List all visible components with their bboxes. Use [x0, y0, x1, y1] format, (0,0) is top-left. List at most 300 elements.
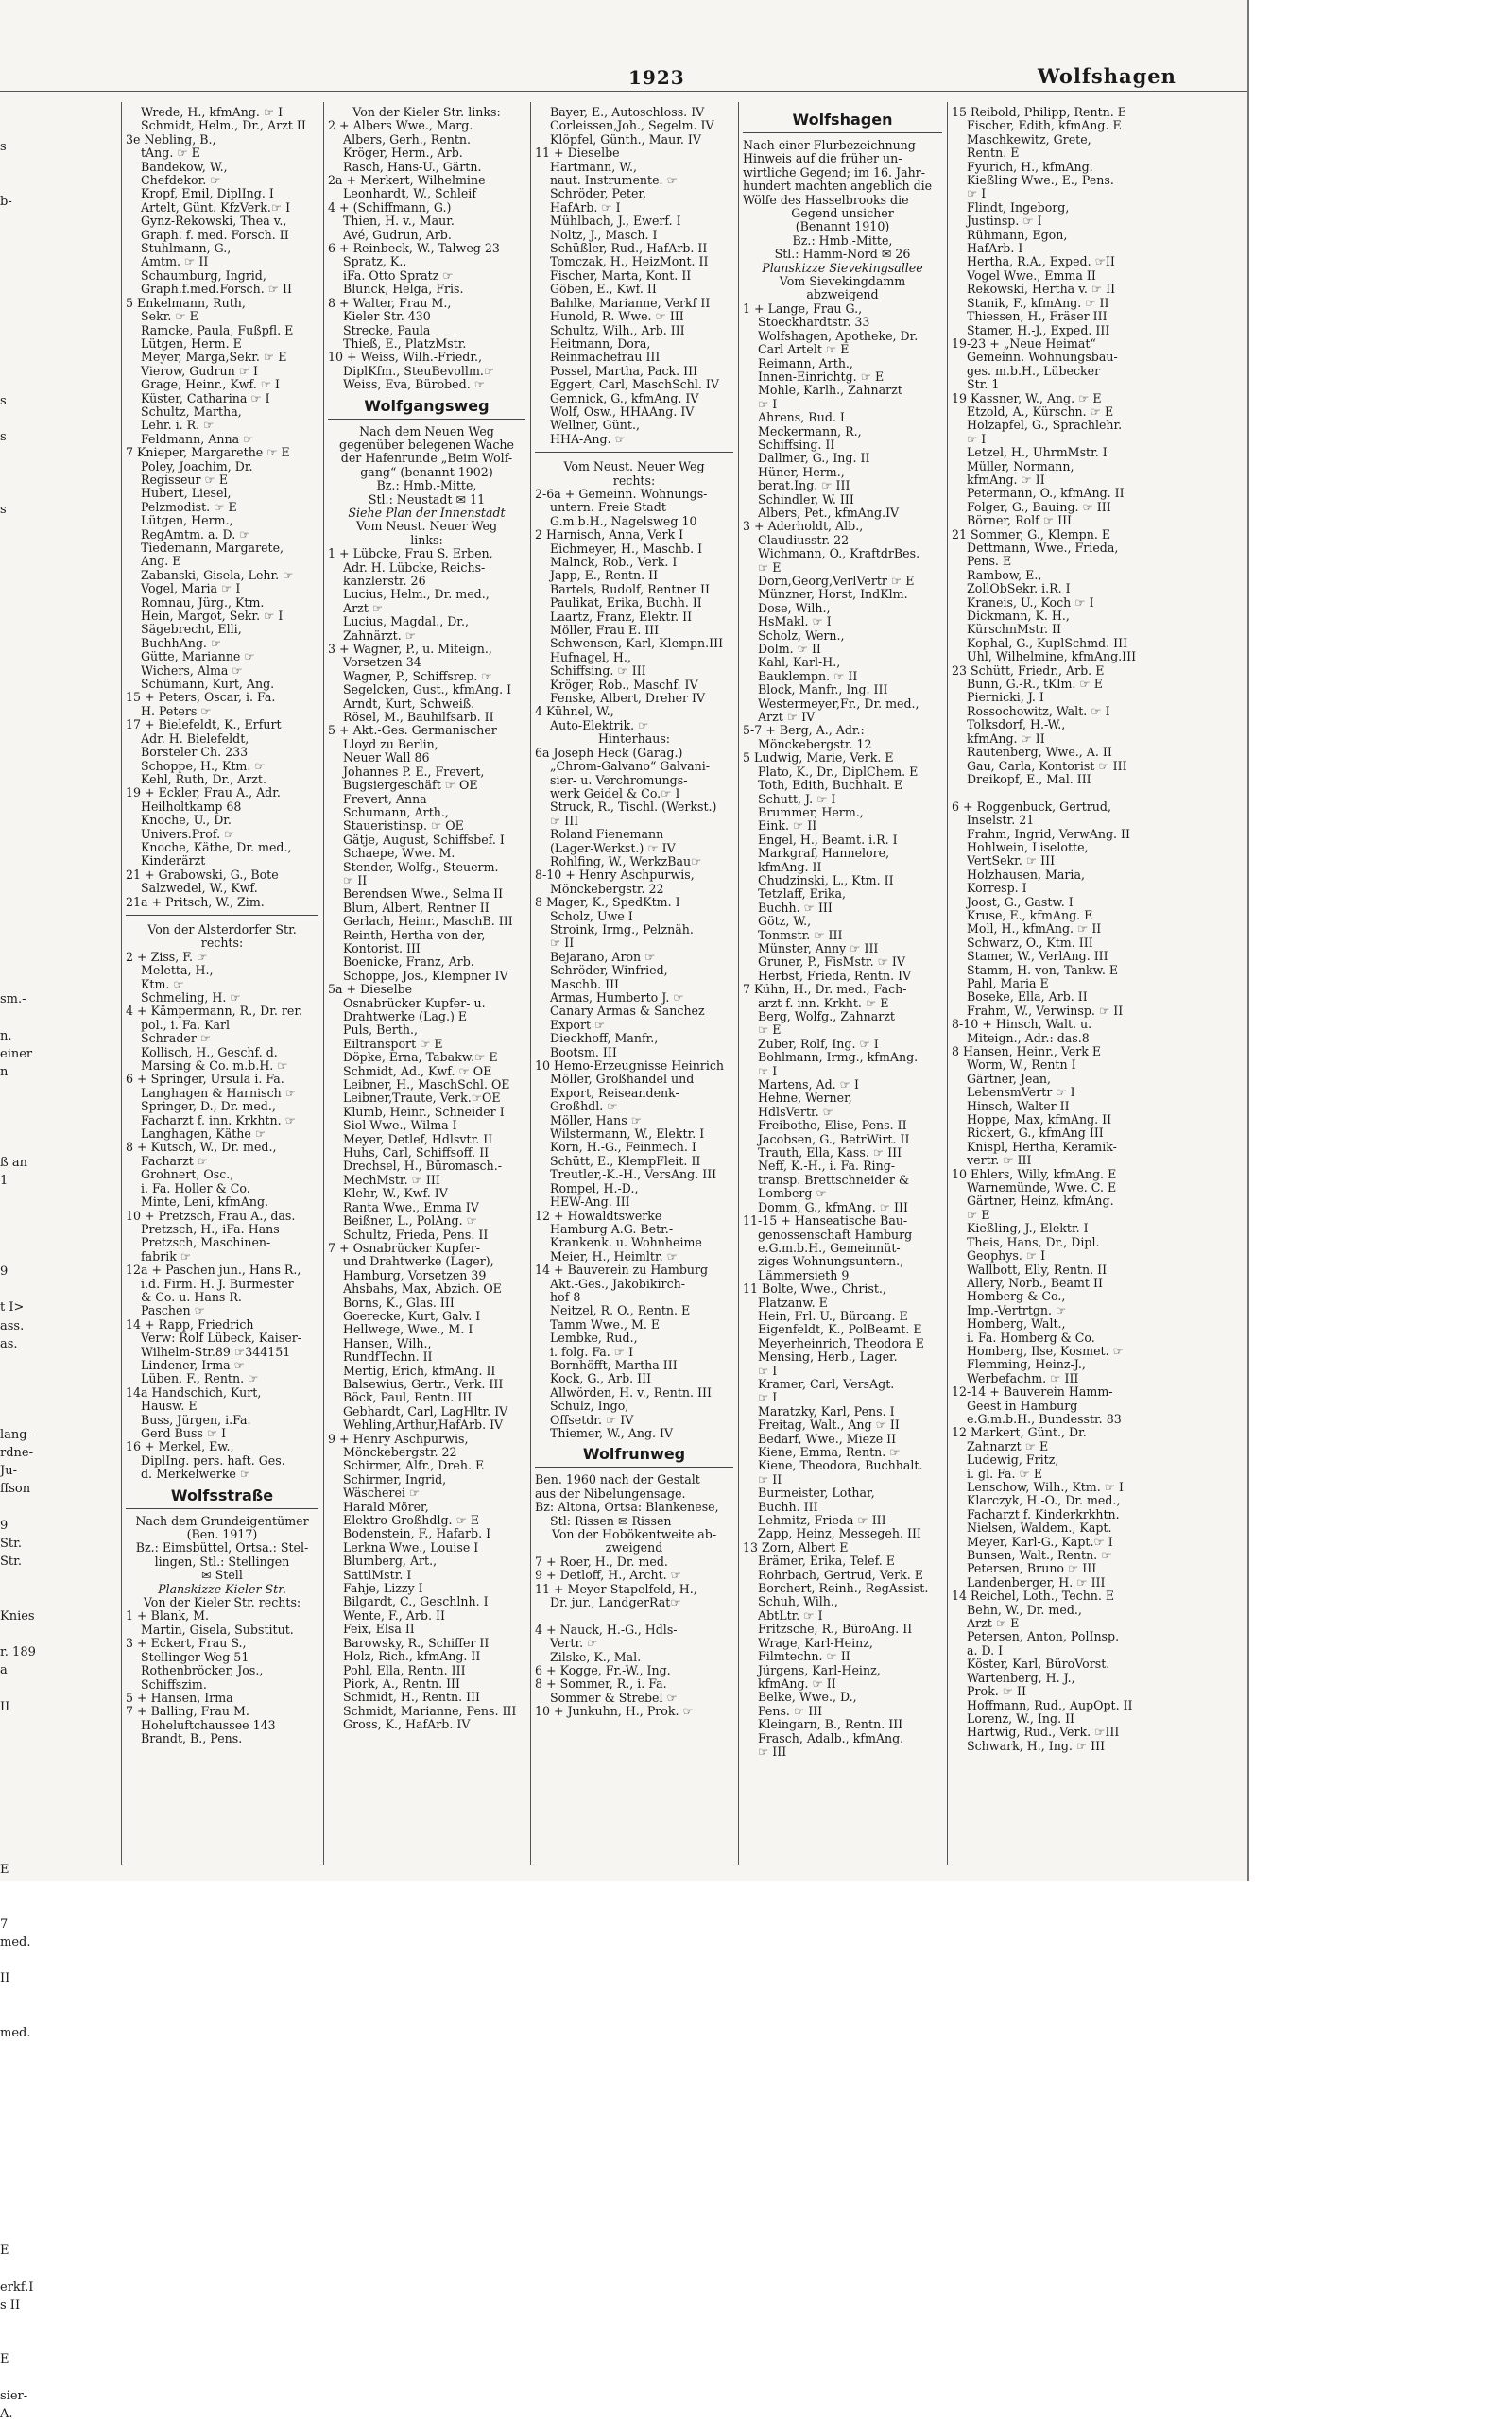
directory-entry-line: Kröger, Herm., Arb. — [343, 146, 463, 161]
directory-entry-line: VertSekr. ☞ III — [967, 853, 1056, 868]
directory-entry-line: Jacobsen, G., BetrWirt. II — [758, 1131, 910, 1146]
directory-entry-line: Homberg, Ilse, Kosmet. ☞ — [967, 1343, 1124, 1358]
edge-text-line: E — [0, 1863, 9, 1878]
directory-entry-line: Schwark, H., Ing. ☞ III — [967, 1738, 1106, 1753]
directory-entry-line: Mönckebergstr. 22 — [343, 1445, 457, 1459]
edge-text-line — [0, 2332, 113, 2350]
directory-entry-line: 15 Reibold, Philipp, Rentn. E — [952, 105, 1126, 119]
directory-entry-line: RegAmtm. a. D. ☞ — [141, 526, 250, 541]
directory-entry-line: Rohlfing, W., WerkzBau☞ — [550, 853, 702, 868]
directory-entry-line: (Benannt 1910) — [795, 219, 890, 234]
directory-entry-line: Schulz, Ingo, — [550, 1399, 629, 1414]
directory-entry-line: Akt.-Ges., Jakobikirch- — [550, 1276, 685, 1291]
directory-entry-line: Sekr. ☞ E — [141, 309, 198, 324]
directory-entry-line: 2a + Merkert, Wilhelmine — [328, 173, 486, 188]
edge-text-line: ffson — [0, 1482, 31, 1497]
directory-entry-line: ☞ II — [343, 872, 368, 887]
edge-text-line — [0, 266, 113, 284]
directory-entry-line: Ramcke, Paula, Fußpfl. E — [141, 322, 294, 337]
edge-text-line — [0, 284, 113, 301]
directory-entry-line: Petersen, Anton, PolInsp. — [967, 1629, 1120, 1644]
edge-text-line — [0, 1625, 113, 1643]
directory-entry-line: Berendsen Wwe., Selma II — [343, 886, 504, 902]
directory-entry-line: Hehne, Werner, — [758, 1091, 852, 1106]
directory-entry-line: (Lager-Werkst.) ☞ IV — [550, 840, 676, 855]
directory-entry-line: Kinderärzt — [141, 853, 206, 868]
directory-entry-line: Auto-Elektrik. ☞ — [550, 717, 649, 732]
edge-text-line: rdne- — [0, 1445, 33, 1460]
edge-text-line — [0, 2078, 113, 2096]
directory-entry-line: Gemnick, G., kfmAng. IV — [550, 390, 699, 405]
directory-entry-line: Ahsbahs, Max, Abzich. OE — [343, 1281, 502, 1297]
directory-entry-line: 2 + Ziss, F. ☞ — [126, 949, 208, 964]
directory-entry-line: Flemming, Heinz-J., — [967, 1357, 1086, 1372]
directory-entry-line: Adr. H. Bielefeldt, — [141, 730, 249, 746]
directory-entry-line: Hoheluftchaussee 143 — [141, 1717, 276, 1732]
directory-entry-line: Hamburg, Vorsetzen 39 — [343, 1267, 487, 1282]
directory-entry-line: e.G.m.b.H., Bundesstr. 83 — [967, 1411, 1122, 1426]
edge-text-line — [0, 1752, 113, 1770]
directory-entry-line: Inselstr. 21 — [967, 813, 1035, 828]
directory-entry-line: Bedarf, Wwe., Mieze II — [758, 1431, 897, 1446]
directory-entry-line: Lomberg ☞ — [758, 1186, 827, 1201]
directory-entry-line: Schultz, Frieda, Pens. II — [343, 1227, 489, 1242]
directory-entry-line: Schirmer, Ingrid, — [343, 1471, 447, 1486]
directory-entry-line: ☞ E — [967, 1207, 990, 1222]
directory-entry-line: Hamburg A.G. Betr.- — [550, 1221, 674, 1236]
directory-entry-line: 11 Bolte, Wwe., Christ., — [743, 1281, 886, 1297]
directory-entry-line: Börner, Rolf ☞ III — [967, 513, 1073, 528]
edge-text-line — [0, 646, 113, 664]
directory-entry-line: Möller, Großhandel und — [550, 1072, 695, 1087]
edge-text-line: ß an — [0, 1155, 27, 1170]
directory-entry-line: Wagner, P., Schiffsrep. ☞ — [343, 668, 492, 683]
directory-entry-line: Schmidt, Ad., Kwf. ☞ OE — [343, 1063, 492, 1078]
directory-entry-line: Martens, Ad. ☞ I — [758, 1077, 859, 1092]
directory-entry-line: 8 + Sommer, R., i. Fa. — [535, 1676, 667, 1692]
edge-text-line: 1 — [0, 1174, 9, 1189]
directory-entry-line: Müller, Normann, — [967, 458, 1074, 473]
directory-entry-line: Wilhelm-Str.89 ☞344151 — [141, 1344, 291, 1359]
edge-text-line: 7 — [0, 1916, 9, 1932]
directory-entry-line: Stoeckhardtstr. 33 — [758, 315, 870, 330]
directory-entry-line: Zabanski, Gisela, Lehr. ☞ — [141, 567, 294, 582]
directory-entry-line: Stamm, H. von, Tankw. E — [967, 962, 1119, 977]
street-heading: Wolfgangsweg — [328, 394, 525, 420]
directory-entry-line: Bunn, G.-R., tKlm. ☞ E — [967, 677, 1103, 692]
directory-entry-line: rechts: — [612, 473, 656, 488]
directory-entry-line: Ranta Wwe., Emma IV — [343, 1199, 479, 1214]
edge-text-line: 9 — [0, 1518, 9, 1533]
directory-entry-line: Meyer, Marga,Sekr. ☞ E — [141, 350, 287, 365]
directory-entry-line: gegenüber belegenen Wache — [339, 437, 514, 452]
directory-entry-line: Pens. ☞ III — [758, 1703, 823, 1718]
directory-entry-line: Romnau, Jürg., Ktm. — [141, 594, 265, 610]
directory-entry-line: Köster, Karl, BüroVorst. — [967, 1657, 1110, 1672]
directory-entry-line: ☞ II — [758, 1471, 782, 1486]
directory-entry-line: Gärtner, Heinz, kfmAng. — [967, 1194, 1114, 1209]
directory-entry-line: Reinmachefrau III — [550, 350, 661, 365]
edge-text-line — [0, 900, 113, 918]
directory-entry-line: Schiffsing. II — [758, 437, 835, 452]
directory-entry-line: 21a + Pritsch, W., Zim. — [126, 894, 265, 909]
directory-entry-line: Stuhlmann, G., — [141, 241, 232, 256]
directory-entry-line: Borchert, Reinh., RegAssist. — [758, 1581, 929, 1596]
edge-text-line — [0, 1498, 113, 1516]
directory-entry-line: Thien, H. v., Maur. — [343, 214, 455, 229]
column-rule — [323, 102, 324, 1865]
directory-entry-line: G.m.b.H., Nagelsweg 10 — [550, 513, 697, 528]
edge-text-line — [0, 1571, 113, 1589]
directory-entry-line: HafArb. ☞ I — [550, 199, 621, 215]
directory-entry-line: 4 + Kämpermann, R., Dr. rer. — [126, 1004, 302, 1019]
directory-entry-line: Brandt, B., Pens. — [141, 1731, 243, 1746]
directory-entry-line: 3 + Aderholdt, Alb., — [743, 519, 864, 534]
directory-entry-line: Schirmer, Alfr., Dreh. E — [343, 1458, 485, 1473]
directory-entry-line: lingen, Stl.: Stellingen — [154, 1554, 290, 1569]
directory-entry-line: Korn, H.-G., Feinmech. I — [550, 1140, 696, 1155]
directory-entry-line: Hausw. E — [141, 1399, 198, 1414]
directory-entry-line: Schindler, W. III — [758, 491, 854, 507]
directory-entry-line: Rambow, E., — [967, 567, 1042, 582]
directory-entry-line: Schultz, Wilh., Arb. III — [550, 322, 685, 337]
directory-entry-line: Petersen, Bruno ☞ III — [967, 1561, 1097, 1576]
directory-entry-line: Von der Alsterdorfer Str. — [147, 921, 297, 937]
directory-entry-line: Theis, Hans, Dr., Dipl. — [967, 1234, 1100, 1249]
directory-entry-line: ☞ III — [758, 1744, 787, 1759]
directory-entry-line: Uhl, Wilhelmine, kfmAng.III — [967, 649, 1137, 664]
directory-entry-line: Frahm, Ingrid, VerwAng. II — [967, 826, 1131, 841]
directory-entry-line: Schaepe, Wwe. M. — [343, 846, 455, 861]
edge-text-line: n. — [0, 1028, 12, 1043]
directory-entry-line: Dallmer, G., Ing. II — [758, 451, 870, 466]
directory-entry-line: ☞ I — [967, 186, 987, 201]
edge-text-line: ass. — [0, 1318, 25, 1333]
edge-text-line: s — [0, 503, 7, 518]
directory-entry-line: Piork, A., Rentn. III — [343, 1675, 460, 1691]
directory-entry-line: Kieler Str. 430 — [343, 309, 431, 324]
directory-entry-line: Pohl, Ella, Rentn. III — [343, 1662, 466, 1677]
edge-text-line — [0, 2006, 113, 2024]
edge-text-line — [0, 337, 113, 355]
directory-entry-line: Dieckhoff, Manfr., — [550, 1031, 659, 1046]
directory-entry-line: Hunold, R. Wwe. ☞ III — [550, 309, 684, 324]
directory-entry-line: Berg, Wolfg., Zahnarzt — [758, 1009, 895, 1023]
directory-entry-line: Lüben, F., Rentn. ☞ — [141, 1371, 259, 1386]
directory-entry-line: Bz.: Hmb.-Mitte, — [792, 232, 893, 248]
directory-entry-line: Staueristinsp. ☞ OE — [343, 818, 464, 833]
directory-entry-line: kfmAng. ☞ II — [967, 730, 1045, 746]
directory-entry-line: Domm, G., kfmAng. ☞ III — [758, 1199, 908, 1214]
directory-entry-line: Grage, Heinr., Kwf. ☞ I — [141, 377, 281, 392]
directory-entry-line: Pelzmodist. ☞ E — [141, 499, 237, 514]
directory-entry-line: KürschnMstr. II — [967, 622, 1062, 637]
directory-entry-line: Rohrbach, Gertrud, Verk. E — [758, 1567, 923, 1582]
edge-text-line: erkf.I — [0, 2279, 34, 2294]
edge-text-line: E — [0, 2243, 9, 2259]
edge-text-line: med. — [0, 2025, 31, 2040]
directory-entry-line: sier- u. Verchromungs- — [550, 772, 688, 787]
directory-entry-line: Adr. H. Lübcke, Reichs- — [343, 559, 486, 575]
directory-entry-line: Hufnagel, H., — [550, 649, 631, 664]
directory-entry-line: Brämer, Erika, Telef. E — [758, 1554, 895, 1569]
edge-text-line: A. — [0, 2406, 13, 2421]
directory-entry-line: Schmidt, Helm., Dr., Arzt II — [141, 118, 306, 133]
directory-entry-line: Facharzt ☞ — [141, 1153, 209, 1168]
edge-text-line — [0, 2368, 113, 2386]
directory-entry-line: Fischer, Marta, Kont. II — [550, 267, 692, 283]
edge-text-line — [0, 2115, 113, 2133]
directory-entry-line: hundert machten angeblich die — [743, 179, 933, 194]
edge-text-line: n — [0, 1064, 9, 1079]
directory-column-2 — [328, 106, 525, 1732]
directory-entry-line: Bootsm. III — [550, 1044, 617, 1059]
directory-entry-line: 3 + Eckert, Frau S., — [126, 1636, 247, 1651]
directory-entry-line: Corleissen,Joh., Segelm. IV — [550, 118, 714, 133]
column-rule — [947, 102, 948, 1865]
directory-entry-line: 5-7 + Berg, A., Adr.: — [743, 723, 865, 738]
directory-entry-line: Kießling, J., Elektr. I — [967, 1221, 1089, 1236]
edge-text-line — [0, 972, 113, 990]
column-rule — [738, 102, 739, 1865]
directory-entry-line: 7 + Balling, Frau M. — [126, 1704, 249, 1719]
directory-entry-line: Struck, R., Tischl. (Werkst.) — [550, 799, 717, 815]
directory-entry-line: Bz.: Hmb.-Mitte, — [376, 478, 477, 493]
directory-entry-line: Tamm Wwe., M. E — [550, 1316, 661, 1332]
directory-entry-line: Lütgen, Herm., — [141, 513, 233, 528]
directory-entry-line: 14a Handschich, Kurt, — [126, 1384, 262, 1400]
edge-text-line: Str. — [0, 1555, 23, 1569]
directory-entry-line: Plato, K., Dr., DiplChem. E — [758, 764, 919, 779]
directory-entry-line: Claudiusstr. 22 — [758, 532, 850, 547]
edge-text-line: Knies — [0, 1608, 35, 1624]
directory-entry-line: Facharzt f. Kinderkrkhtn. — [967, 1506, 1120, 1521]
directory-entry-line: 11 + Dieselbe — [535, 146, 620, 161]
edge-text-line — [0, 1099, 113, 1117]
edge-text-line: r. 189 — [0, 1644, 36, 1659]
edge-text-line: as. — [0, 1336, 18, 1351]
directory-entry-line: Hein, Margot, Sekr. ☞ I — [141, 609, 284, 624]
directory-entry-line: Paulikat, Erika, Buchh. II — [550, 595, 702, 610]
directory-entry-line: Schmidt, H., Rentn. III — [343, 1690, 481, 1705]
directory-entry-line: Burmeister, Lothar, — [758, 1486, 875, 1501]
edge-text-line — [0, 882, 113, 900]
directory-entry-line: Bilgardt, C., Geschlnh. I — [343, 1594, 489, 1609]
directory-entry-line: Schwensen, Karl, Klempn.III — [550, 636, 724, 651]
spacer — [952, 786, 1148, 799]
directory-column-4 — [743, 106, 942, 1759]
directory-entry-line: Münzner, Horst, IndKlm. — [758, 587, 908, 602]
directory-entry-line: Mönckebergstr. 22 — [550, 881, 664, 896]
directory-entry-line: Harald Mörer, — [343, 1499, 429, 1514]
directory-entry-line: Meier, H., Heimltr. ☞ — [550, 1248, 678, 1263]
directory-entry-line: 3e Nebling, B., — [126, 131, 216, 146]
directory-entry-line: Kramer, Carl, VersAgt. — [758, 1376, 895, 1391]
directory-entry-line: Maschb. III — [550, 976, 620, 991]
edge-text-line — [0, 1245, 113, 1263]
edge-text-line: Ju- — [0, 1464, 17, 1479]
edge-text-line — [0, 2133, 113, 2151]
directory-entry-line: 5 + Akt.-Ges. Germanischer — [328, 723, 497, 738]
directory-entry-line: Noltz, J., Masch. I — [550, 227, 658, 242]
edge-text-line — [0, 556, 113, 574]
edge-text-line — [0, 1898, 113, 1916]
edge-text-line: b- — [0, 194, 12, 209]
edge-text-line — [0, 918, 113, 936]
directory-entry-line: Von der Hobökentweite ab- — [551, 1527, 717, 1542]
edge-text-line — [0, 2169, 113, 2187]
edge-text-line — [0, 1988, 113, 2006]
directory-entry-line: 7 Kühn, H., Dr. med., Fach- — [743, 982, 907, 997]
directory-entry-line: 1 + Lange, Frau G., — [743, 301, 863, 316]
edge-text-line — [0, 2260, 113, 2277]
directory-entry-line: Gross, K., HafArb. IV — [343, 1717, 471, 1732]
directory-entry-line: i.d. Firm. H. J. Burmester — [141, 1276, 294, 1291]
edge-text-line — [0, 755, 113, 773]
edge-text-line — [0, 1589, 113, 1607]
directory-entry-line: iFa. Otto Spratz ☞ — [343, 267, 454, 283]
edge-text-line — [0, 229, 113, 247]
directory-entry-line: 15 + Peters, Oscar, i. Fa. — [126, 690, 276, 705]
directory-entry-line: Lütgen, Herm. E — [141, 335, 242, 351]
directory-entry-line: Vorsetzen 34 — [343, 655, 421, 670]
edge-text-line — [0, 574, 113, 592]
edge-text-line — [0, 2042, 113, 2060]
directory-entry-line: Gerlach, Heinr., MaschB. III — [343, 914, 513, 929]
directory-entry-line: Freibothe, Elise, Pens. II — [758, 1118, 907, 1133]
directory-entry-line: Schümann, Kurt, Ang. — [141, 677, 275, 692]
directory-entry-line: Bejarano, Aron ☞ — [550, 949, 656, 964]
directory-entry-line: Offsetdr. ☞ IV — [550, 1412, 634, 1427]
directory-entry-line: Scholz, Uwe I — [550, 908, 633, 923]
directory-entry-line: Tolksdorf, H.-W., — [967, 717, 1066, 732]
directory-entry-line: Wallbott, Elly, Rentn. II — [967, 1262, 1108, 1277]
edge-text-line: lang- — [0, 1427, 31, 1442]
page-number: 1923 — [628, 66, 685, 89]
directory-entry-line: 7 + Osnabrücker Kupfer- — [328, 1240, 481, 1255]
directory-entry-line: 1 + Lübcke, Frau S. Erben, — [328, 546, 493, 561]
directory-entry-line: Treutler,-K.-H., VersAng. III — [550, 1167, 717, 1182]
directory-entry-line: 10 + Junkuhn, H., Prok. ☞ — [535, 1704, 694, 1719]
directory-entry-line: (Ben. 1917) — [186, 1527, 258, 1542]
directory-entry-line: Hohlwein, Liselotte, — [967, 839, 1089, 854]
directory-entry-line: Pahl, Maria E — [967, 975, 1049, 990]
directory-entry-line: Planskizze Sievekingsallee — [762, 260, 923, 275]
directory-entry-line: Siehe Plan der Innenstadt — [348, 505, 506, 520]
directory-entry-line: Lucius, Magdal., Dr., — [343, 614, 469, 629]
directory-entry-line: 6 + Reinbeck, W., Talweg 23 — [328, 241, 500, 256]
edge-text-line — [0, 1389, 113, 1407]
directory-entry-line: LebensmVertr ☞ I — [967, 1085, 1075, 1100]
directory-entry-line: Rühmann, Egon, — [967, 227, 1068, 242]
directory-entry-line: Gynz-Rekowski, Thea v., — [141, 214, 287, 229]
edge-text-line — [0, 447, 113, 465]
section-divider — [535, 452, 733, 453]
directory-entry-line: Schmeling, H. ☞ — [141, 990, 241, 1005]
directory-entry-line: abzweigend — [806, 287, 879, 302]
directory-entry-line: Brummer, Herm., — [758, 804, 864, 819]
directory-entry-line: Meyer, Detlef, Hdlsvtr. II — [343, 1131, 493, 1146]
directory-entry-line: Hartwig, Rud., Verk. ☞III — [967, 1725, 1120, 1740]
directory-entry-line: Schuh, Wilh., — [758, 1594, 838, 1609]
directory-entry-line: 5a + Dieselbe — [328, 982, 413, 997]
directory-entry-line: Bartels, Rudolf, Rentner II — [550, 581, 710, 596]
directory-entry-line: Wente, F., Arb. II — [343, 1607, 445, 1623]
directory-entry-line: Pens. E — [967, 554, 1012, 569]
directory-entry-line: Allwörden, H. v., Rentn. III — [550, 1384, 712, 1400]
directory-entry-line: HsMakl. ☞ I — [758, 614, 832, 629]
directory-entry-line: Salzwedel, W., Kwf. — [141, 881, 258, 896]
directory-entry-line: Rasch, Hans-U., Gärtn. — [343, 159, 482, 174]
directory-entry-line: Feldmann, Anna ☞ — [141, 431, 254, 446]
directory-entry-line: AbtLtr. ☞ I — [758, 1607, 823, 1623]
directory-entry-line: Graph. f. med. Forsch. II — [141, 227, 289, 242]
directory-entry-line: Zapp, Heinz, Messegeh. III — [758, 1526, 921, 1541]
directory-entry-line: Pretzsch, H., iFa. Hans — [141, 1221, 280, 1236]
edge-text-line — [0, 1408, 113, 1426]
directory-entry-line: Weiss, Eva, Bürobed. ☞ — [343, 377, 485, 392]
directory-entry-line: Neitzel, R. O., Rentn. E — [550, 1303, 691, 1318]
directory-entry-line: Gerd Buss ☞ I — [141, 1426, 227, 1440]
directory-entry-line: 19 + Eckler, Frau A., Adr. — [126, 785, 281, 800]
directory-entry-line: Eggert, Carl, MaschSchl. IV — [550, 377, 719, 392]
edge-text-line — [0, 465, 113, 483]
directory-entry-line: Boseke, Ella, Arb. II — [967, 989, 1088, 1005]
directory-entry-line: 8 + Kutsch, W., Dr. med., — [126, 1140, 277, 1155]
directory-entry-line: Wäscherei ☞ — [343, 1486, 421, 1501]
edge-text-line — [0, 2314, 113, 2332]
directory-entry-line: Zahnärzt. ☞ — [343, 627, 417, 643]
directory-entry-line: Schumann, Arth., — [343, 804, 449, 819]
directory-entry-line: Armas, Humberto J. ☞ — [550, 990, 684, 1005]
directory-entry-line: Vogel Wwe., Emma II — [967, 267, 1096, 283]
directory-entry-line: 21 + Grabowski, G., Bote — [126, 867, 279, 882]
directory-entry-line: 2-6a + Gemeinn. Wohnungs- — [535, 486, 708, 501]
directory-entry-line: 5 Ludwig, Marie, Verk. E — [743, 750, 894, 765]
directory-entry-line: tAng. ☞ E — [141, 146, 200, 161]
directory-entry-line: Lehmitz, Frieda ☞ III — [758, 1513, 886, 1528]
directory-column-1 — [126, 106, 318, 1746]
edge-text-line: s — [0, 394, 7, 408]
directory-entry-line: Boenicke, Franz, Arb. — [343, 954, 474, 970]
directory-entry-line: Langhagen & Harnisch ☞ — [141, 1085, 297, 1100]
directory-entry-line: Imp.-Vertrtgn. ☞ — [967, 1302, 1067, 1317]
directory-entry-line: Knoche, U., Dr. — [141, 813, 232, 828]
directory-entry-line: Rentn. E — [967, 146, 1020, 161]
directory-entry-line: ☞ I — [758, 396, 778, 411]
directory-entry-line: Balsewius, Gertr., Verk. III — [343, 1376, 504, 1391]
directory-entry-line: naut. Instrumente. ☞ — [550, 173, 678, 188]
directory-entry-line: Schrader ☞ — [141, 1031, 212, 1046]
edge-text-line — [0, 773, 113, 791]
edge-text-line — [0, 846, 113, 864]
directory-entry-line: Hartmann, W., — [550, 159, 637, 174]
directory-entry-line: 11 + Meyer-Stapelfeld, H., — [535, 1581, 697, 1596]
directory-entry-line: Kropf, Emil, DiplIng. I — [141, 186, 274, 201]
directory-entry-line: Heitmann, Dora, — [550, 335, 651, 351]
directory-entry-line: Buchh. ☞ III — [758, 900, 833, 915]
directory-entry-line: Wölfe des Hasselbrooks die — [743, 192, 909, 207]
directory-entry-line: Mertig, Erich, kfmAng. II — [343, 1363, 496, 1378]
directory-entry-line: Platzanw. E — [758, 1295, 828, 1310]
edge-text-line — [0, 1227, 113, 1245]
directory-entry-line: Neff, K.-H., i. Fa. Ring- — [758, 1159, 896, 1174]
directory-entry-line: Schröder, Peter, — [550, 186, 647, 201]
directory-entry-line: Gärtner, Jean, — [967, 1071, 1051, 1086]
directory-entry-line: Döpke, Erna, Tabakw.☞ E — [343, 1050, 498, 1065]
directory-entry-line: HEW-Ang. III — [550, 1194, 630, 1210]
directory-entry-line: Frevert, Anna — [343, 791, 427, 806]
